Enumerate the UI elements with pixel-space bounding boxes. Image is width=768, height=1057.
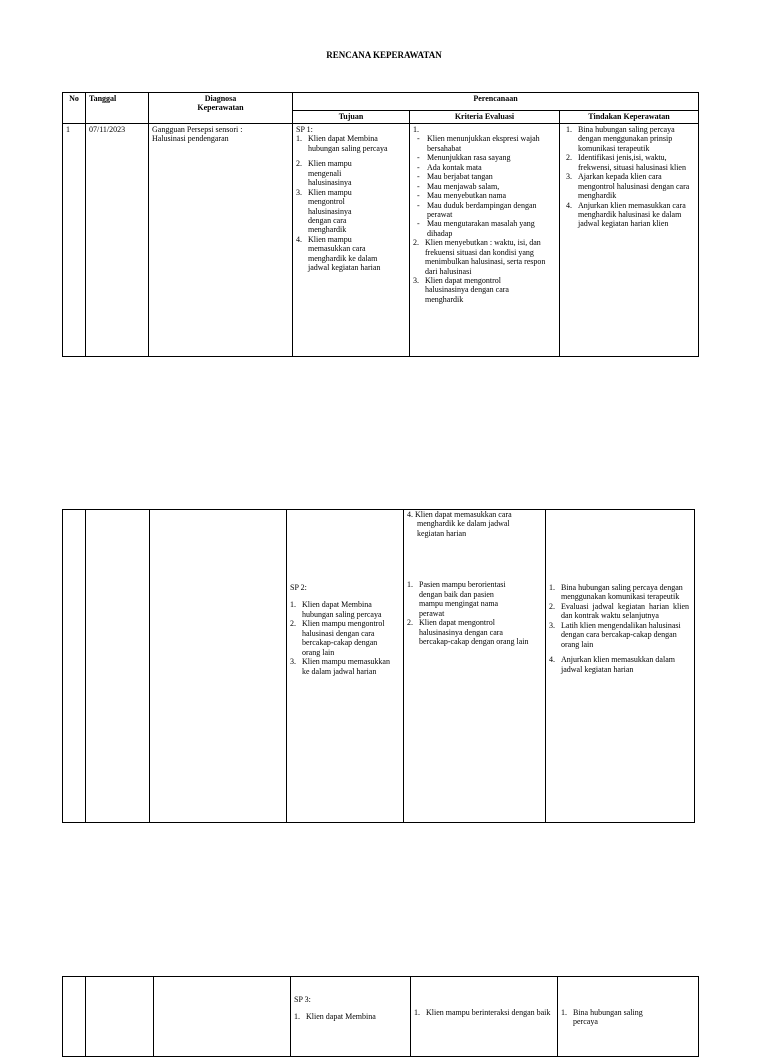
list-item: 4. Anjurkan klien memasukkan dalam jadwal kegiatan harian	[549, 655, 675, 674]
row3-tindakan	[558, 977, 699, 1057]
row1-diagnosa: Gangguan Persepsi sensori : Halusinasi pendengaran	[149, 124, 293, 357]
care-plan-table-1	[62, 92, 699, 357]
list-item: 3. Klien dapat mengontrol halusinasinya dengan cara menghardik	[413, 276, 509, 304]
list-item: 2. Identifikasi jenis,isi, waktu, frekwensi, situasi halusinasi klien	[566, 153, 686, 172]
list-item: 3. Klien mampu memasukkan ke dalam jadwal harian	[290, 657, 390, 676]
list-item: 2. Klien mampu mengenali halusinasinya	[296, 159, 352, 188]
list-item: 1. Bina hubungan saling percaya dengan menggunakan komunikasi terapeutik	[549, 583, 683, 602]
row2-diagnosa	[150, 510, 287, 823]
row3-diagnosa	[154, 977, 291, 1057]
kriteria-list	[414, 1008, 554, 1017]
header-kriteria: Kriteria Evaluasi	[410, 111, 560, 124]
tujuan-list	[294, 1012, 407, 1021]
list-item: - Mau mengutarakan masalah yang dihadap	[417, 219, 535, 238]
kriteria-dash-list	[413, 134, 556, 238]
list-item: - Mau duduk berdampingan dengan perawat	[417, 200, 537, 219]
row1-tanggal: 07/11/2023	[86, 124, 149, 357]
row1-tindakan	[560, 124, 699, 357]
row1-no: 1	[63, 124, 86, 357]
row2-tanggal	[86, 510, 150, 823]
row3-tanggal	[86, 977, 154, 1057]
tujuan-list	[290, 600, 400, 676]
list-item: 2. Klien dapat mengontrol halusinasinya dengan cara bercakap-cakap dengan orang lain	[407, 618, 529, 646]
list-item: 4. Klien mampu memasukkan cara menghardik ke dalam jadwal kegiatan harian	[296, 234, 381, 273]
row3-kriteria	[411, 977, 558, 1057]
kriteria-number: 1.	[413, 125, 419, 134]
list-item: 2. Evaluasi jadwal kegiatan harian klien dan kontrak waktu selanjutnya	[549, 601, 689, 621]
tindakan-list	[561, 1008, 695, 1027]
kriteria-list	[407, 580, 542, 646]
list-item: 1. Klien dapat Membina hubungan saling percaya	[290, 600, 382, 619]
list-item: 1. Klien dapat Membina	[294, 1012, 376, 1022]
header-tanggal: Tanggal	[86, 93, 149, 124]
care-plan-table-2	[62, 509, 695, 823]
header-tujuan: Tujuan	[293, 111, 410, 124]
list-item: - Mau menyebutkan nama	[417, 191, 507, 201]
tindakan-list	[549, 583, 691, 674]
list-item: 1. Klien dapat Membina hubungan saling percaya	[296, 134, 388, 153]
row2-kriteria	[404, 510, 546, 823]
row2-tujuan	[287, 510, 404, 823]
tindakan-list	[563, 125, 695, 229]
header-no: No	[63, 93, 86, 124]
row2-tindakan	[546, 510, 695, 823]
document-title: RENCANA KEPERAWATAN	[326, 50, 442, 60]
tujuan-list	[296, 134, 406, 272]
list-item: 1. Klien mampu berinteraksi dengan baik	[414, 1008, 551, 1017]
header-diagnosa: Diagnosa Keperawatan	[149, 93, 293, 124]
row1-kriteria	[410, 124, 560, 357]
sp-label: SP 1:	[296, 125, 313, 134]
list-item: 3. Ajarkan kepada klien cara mengontrol halusinasi dengan cara menghardik	[566, 172, 690, 201]
list-item: - Ada kontak mata	[417, 162, 482, 172]
kriteria-num-list	[413, 238, 556, 304]
row1-tujuan	[293, 124, 410, 357]
list-item: 2. Klien mampu mengontrol halusinasi dengan cara bercakap-cakap dengan orang lain	[290, 619, 385, 657]
list-item: 1. Bina hubungan saling percaya dengan menggunakan prinsip komunikasi terapeutik	[566, 125, 675, 153]
list-item: 3. Latih klien mengendalikan halusinasi dengan cara bercakap-cakap dengan orang lain	[549, 620, 681, 649]
header-perencanaan: Perencanaan	[293, 93, 699, 111]
row2-no	[63, 510, 86, 823]
sp-label: SP 2:	[290, 583, 307, 592]
list-item: 3. Klien mampu mengontrol halusinasinya dengan cara menghardik	[296, 187, 352, 235]
list-item: - Menunjukkan rasa sayang	[417, 153, 511, 163]
carry-over-item: 4. Klien dapat memasukkan cara menghardik ke dalam jadwal kegiatan harian	[407, 510, 512, 538]
header-tindakan: Tindakan Keperawatan	[560, 111, 699, 124]
list-item: 1. Pasien mampu berorientasi dengan baik dan pasien mampu mengingat nama perawat	[407, 580, 506, 618]
care-plan-table-3	[62, 976, 699, 1057]
list-item: - Mau berjabat tangan	[417, 172, 493, 182]
row3-no	[63, 977, 86, 1057]
list-item: - Mau menjawab salam,	[417, 181, 500, 191]
list-item: - Klien menunjukkan ekspresi wajah bersahabat	[417, 134, 540, 153]
row3-tujuan	[291, 977, 411, 1057]
sp-label: SP 3:	[294, 995, 311, 1004]
list-item: 2. Klien menyebutkan : waktu, isi, dan frekuensi situasi dan kondisi yang menimbulkan halusinasi, serta respon dari halusinasi	[413, 238, 546, 276]
list-item: 1. Bina hubungan saling percaya	[561, 1008, 643, 1027]
list-item: 4. Anjurkan klien memasukkan cara menghardik halusinasi ke dalam jadwal kegiatan harian klien	[566, 200, 686, 229]
